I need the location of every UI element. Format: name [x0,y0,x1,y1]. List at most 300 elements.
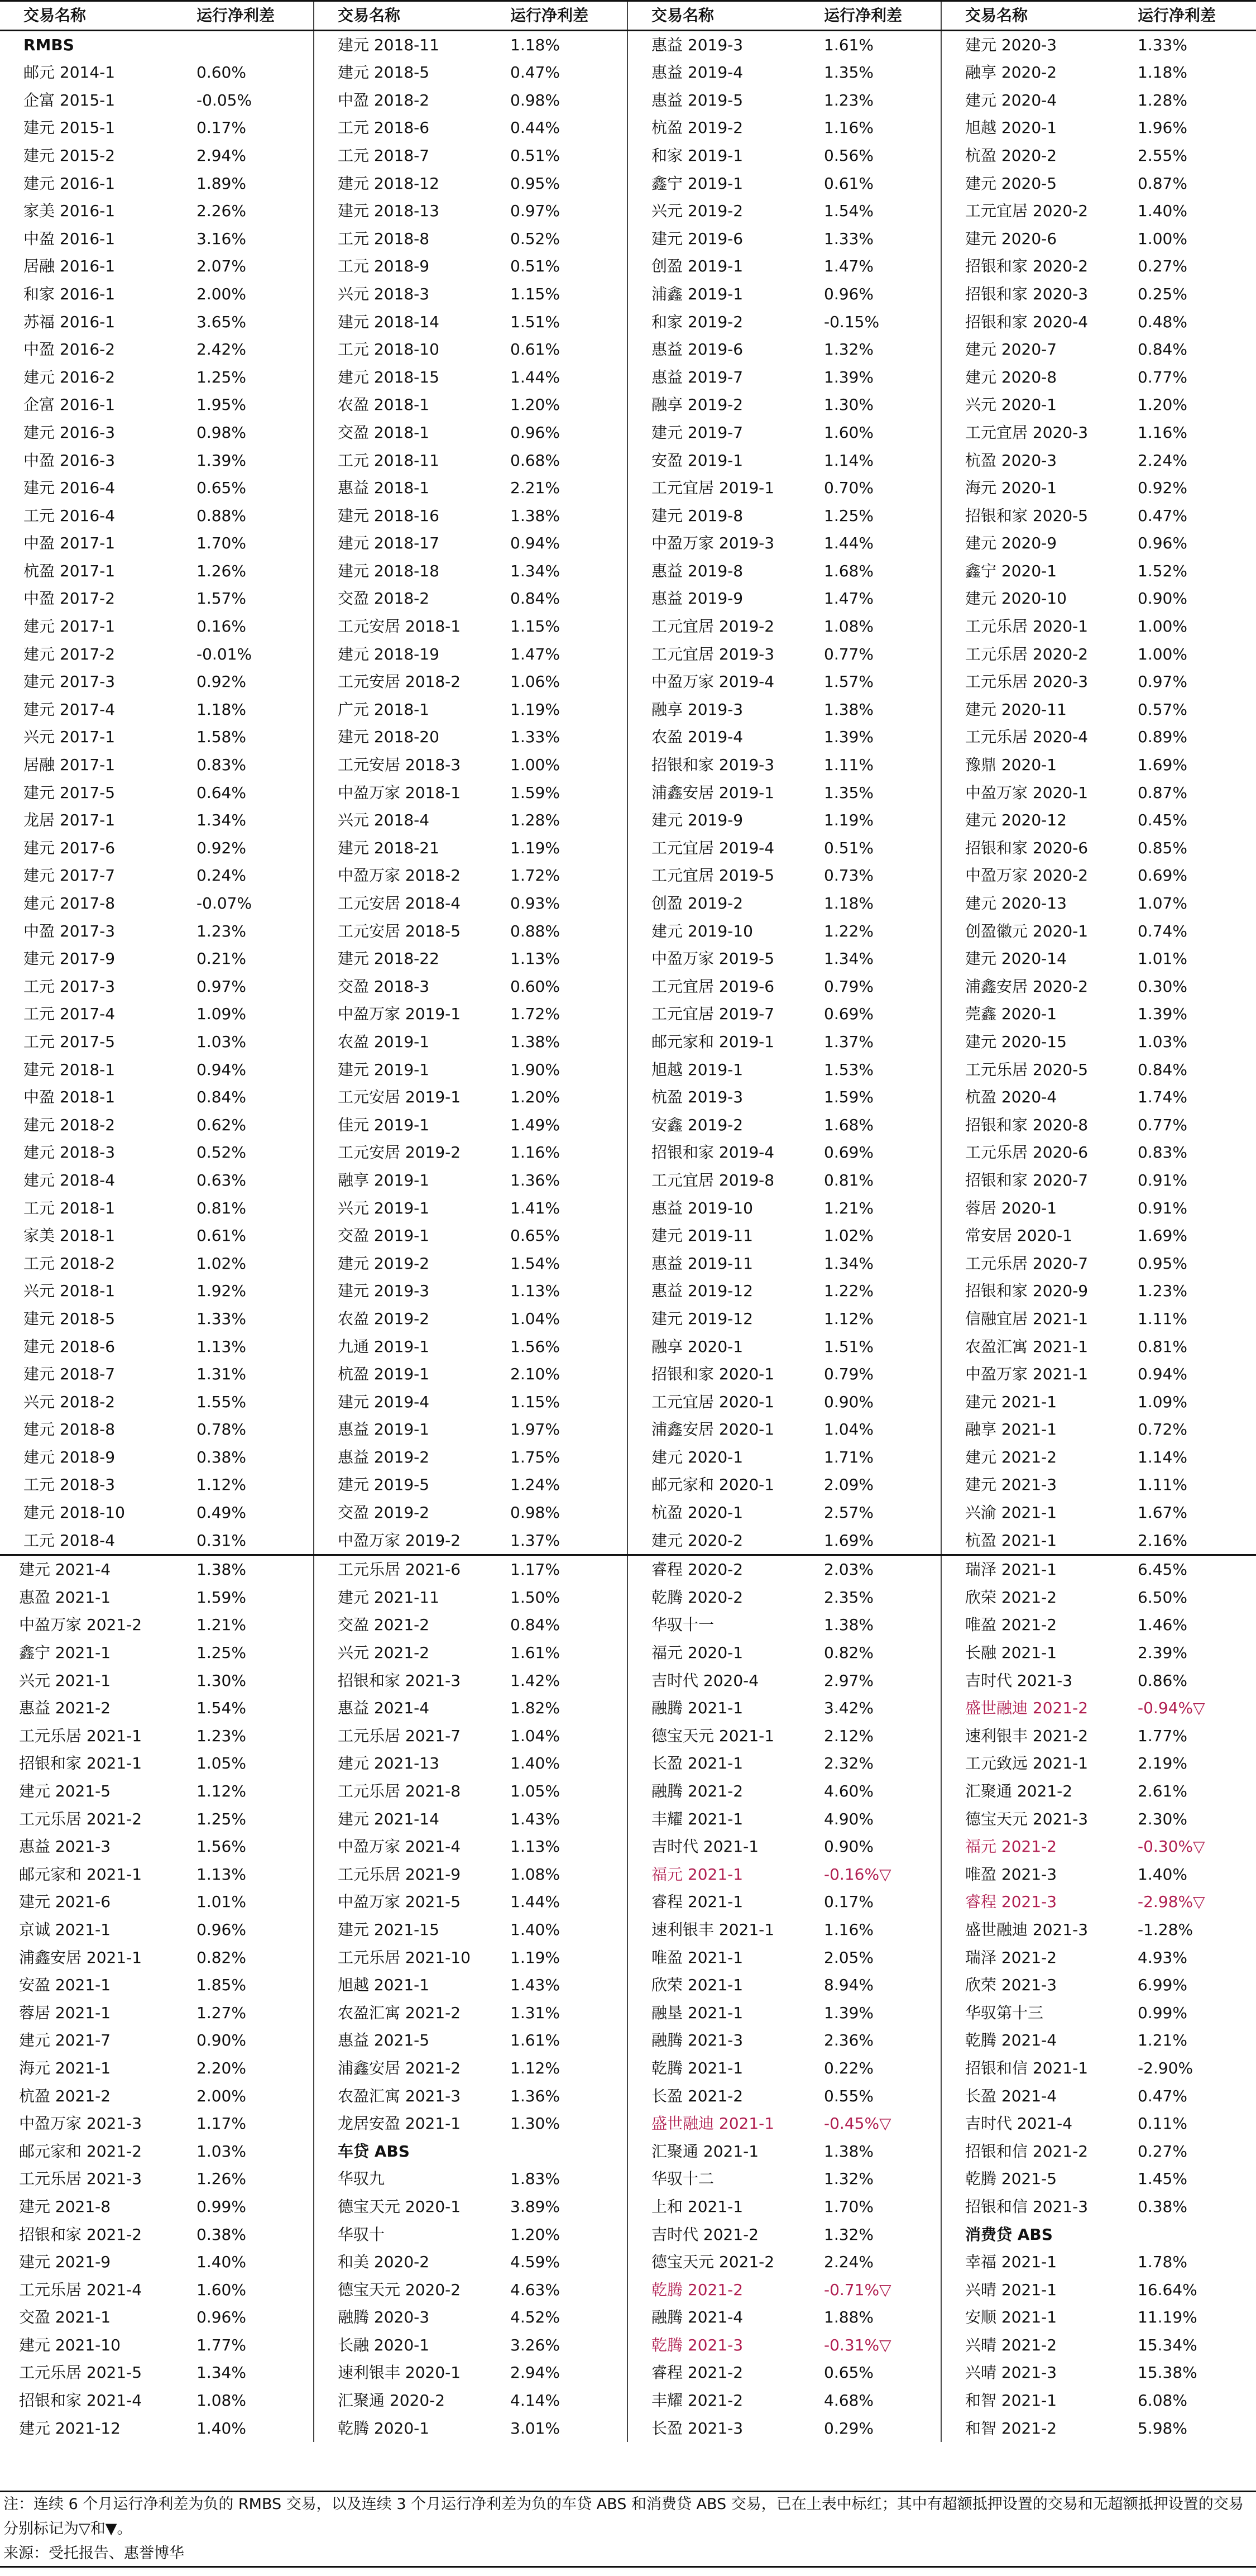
net-spread-value: 1.32% [812,2165,941,2193]
table-row [0,87,1256,114]
net-spread-value: 0.61% [812,170,941,198]
table-row [0,723,1256,751]
deal-name: 中盈万家 2021-1 [965,1365,1089,1384]
deal-name: 浦鑫 2019-1 [651,284,744,303]
net-spread-value: 1.78% [1138,2253,1187,2272]
deal-name: 交盈 2018-1 [338,423,430,442]
deal-name: 龙居 2017-1 [23,811,116,830]
net-spread-value: 2.07% [184,252,314,280]
deal-name: 中盈万家 2021-3 [19,2114,142,2133]
deal-name: 吉时代 2021-4 [965,2114,1073,2133]
deal-name: 建元 2019-2 [338,1254,430,1273]
table-row [0,668,1256,696]
net-spread-value: 1.97% [498,1416,627,1444]
net-spread-value: 1.72% [498,862,627,890]
net-spread-value: 0.25% [1138,284,1187,303]
deal-name: 长盈 2021-3 [651,2419,744,2438]
deal-name: 安顺 2021-1 [965,2308,1057,2327]
net-spread-value: 0.79% [812,973,941,1001]
net-spread-value: 1.34% [812,1250,941,1278]
deal-name: 创盈 2019-2 [651,894,744,912]
net-spread-value: 1.33% [184,1305,314,1333]
table-row [0,2165,1256,2193]
deal-name: 建元 2015-1 [23,118,116,137]
net-spread-value: 1.37% [498,1527,627,1555]
net-spread-value: 0.74% [1138,921,1187,940]
deal-name: 建元 2020-13 [965,894,1067,912]
net-spread-value: 2.21% [498,474,627,502]
table-row [0,447,1256,475]
net-spread-value: 0.81% [1138,1337,1187,1356]
net-spread-value: 1.09% [184,1000,314,1028]
deal-name: 德宝天元 2020-1 [338,2197,461,2216]
deal-name: 工元乐居 2020-2 [965,644,1089,663]
deal-name: 浦鑫安居 2020-1 [651,1420,775,1439]
net-spread-value: 0.17% [812,1888,941,1916]
table-row [0,1277,1256,1305]
net-spread-value: 11.19% [1138,2308,1197,2327]
table-row [0,2193,1256,2221]
net-spread-value: 1.40% [184,2415,314,2443]
deal-name: 华驭十二 [651,2169,715,2188]
table-row [0,1833,1256,1861]
net-spread-value: 0.52% [498,225,627,253]
table-row [0,225,1256,253]
table-row [0,1499,1256,1527]
deal-name: 邮元家和 2021-2 [19,2142,142,2161]
deal-name: 杭盈 2020-1 [651,1503,744,1522]
deal-name: 建元 2018-17 [338,534,439,553]
table-row [0,502,1256,530]
deal-name: 兴晴 2021-3 [965,2363,1057,2382]
table-row [0,834,1256,862]
net-spread-value: 1.70% [184,529,314,557]
deal-name: 福元 2020-1 [651,1643,744,1662]
net-spread-value: 1.77% [184,2331,314,2359]
deal-name: 鑫宁 2020-1 [965,561,1057,580]
net-spread-value: 0.87% [1138,783,1187,802]
net-spread-value: 1.40% [498,1916,627,1944]
table-row [0,917,1256,945]
net-spread-value: 2.24% [1138,451,1187,470]
net-spread-value: 1.67% [1138,1503,1187,1522]
deal-name: 工元 2018-10 [338,340,439,359]
table-row [0,1471,1256,1499]
deal-name: 蓉居 2020-1 [965,1198,1057,1217]
net-spread-value: 1.00% [1138,644,1187,663]
deal-name: 招银和家 2019-3 [651,756,775,775]
net-spread-value: 0.69% [1138,866,1187,885]
deal-name: 工元宜居 2019-6 [651,977,775,996]
net-spread-value: 1.40% [498,1750,627,1777]
table-row [0,2221,1256,2249]
net-spread-value: 4.63% [498,2276,627,2304]
net-spread-value: 3.16% [184,225,314,253]
net-spread-value: 1.56% [184,1833,314,1861]
deal-name: 乾腾 2021-4 [965,2031,1057,2050]
deal-name: 建元 2020-10 [965,589,1067,608]
net-spread-value: 1.68% [812,557,941,585]
deal-name: 融腾 2020-3 [338,2308,430,2327]
net-spread-value: 1.49% [498,1111,627,1139]
deal-name: 中盈 2016-2 [23,340,116,359]
table-row [0,1444,1256,1471]
net-spread-value: 1.59% [498,779,627,807]
deal-name: 海元 2020-1 [965,479,1057,498]
net-spread-value: -0.05% [184,87,314,114]
deal-name: 邮元 2014-1 [23,63,116,82]
deal-name: 苏福 2016-1 [23,312,116,331]
net-spread-value: 0.65% [498,1222,627,1250]
deal-name: 建元 2020-4 [965,90,1057,109]
deal-name: 建元 2019-3 [338,1282,430,1301]
table-row [0,1639,1256,1667]
deal-name: 建元 2018-11 [338,35,439,54]
net-spread-value: 1.59% [812,1083,941,1111]
header-net-spread: 运行净利差 [812,1,941,31]
deal-name: 和美 2020-2 [338,2253,430,2272]
deal-name: 建元 2016-2 [23,367,116,386]
deal-name: 广元 2018-1 [338,700,430,719]
deal-name: 长盈 2021-4 [965,2086,1057,2105]
table-row [0,1916,1256,1944]
net-spread-value: 1.34% [812,945,941,973]
table-row [0,1083,1256,1111]
deal-name: 融腾 2021-1 [651,1699,744,1718]
deal-name: 中盈 2018-1 [23,1088,116,1107]
net-spread-value: 0.94% [184,1056,314,1084]
deal-name: 工元 2018-3 [23,1475,116,1494]
deal-name: 招银和家 2021-3 [338,1671,461,1690]
net-spread-value: 1.46% [1138,1616,1187,1635]
net-spread-value: 1.00% [1138,229,1187,248]
net-spread-value: 1.13% [184,1333,314,1361]
table-row [0,1805,1256,1833]
net-spread-value: 1.40% [1138,202,1187,221]
net-spread-value: 1.00% [1138,617,1187,636]
net-spread-value: 1.07% [1138,894,1187,912]
net-spread-value: 2.94% [498,2359,627,2387]
deal-name: 工元宜居 2020-1 [651,1392,775,1411]
net-spread-value: 1.33% [1138,35,1187,54]
deal-name: 建元 2021-14 [338,1809,439,1828]
deal-name: 农盈 2019-2 [338,1309,430,1328]
net-spread-value: 1.60% [184,2276,314,2304]
net-spread-value: 0.94% [1138,1365,1187,1384]
deal-name: 建元 2018-3 [23,1143,116,1162]
table-row [0,2248,1256,2276]
deal-name: 工元安居 2018-5 [338,921,461,940]
net-spread-value: 0.22% [812,2054,941,2082]
deal-name: 幸福 2021-1 [965,2253,1057,2272]
empty-cell [1125,2221,1256,2249]
deal-name: 建元 2020-15 [965,1032,1067,1051]
deal-name: 工元 2018-7 [338,146,430,165]
table-row [0,2387,1256,2415]
net-spread-value: 2.26% [184,197,314,225]
net-spread-value: 0.84% [498,1611,627,1639]
net-spread-value: 0.91% [1138,1170,1187,1189]
net-spread-value: 1.16% [812,114,941,142]
deal-name: 工元 2018-1 [23,1198,116,1217]
deal-name: 工元乐居 2021-9 [338,1865,461,1884]
deal-name: 建元 2018-2 [23,1115,116,1134]
deal-name: 建元 2021-1 [965,1392,1057,1411]
net-spread-value: 0.77% [812,641,941,668]
deal-name: 中盈 2016-3 [23,451,116,470]
deal-name: 建元 2018-8 [23,1420,116,1439]
deal-name: 工元安居 2018-4 [338,894,461,912]
table-row [0,973,1256,1001]
table-row [0,1222,1256,1250]
table-row [0,59,1256,87]
deal-name: 工元宜居 2019-2 [651,617,775,636]
deal-name: 交盈 2018-3 [338,977,430,996]
deal-name: 佳元 2019-1 [338,1115,430,1134]
net-spread-value: 0.97% [184,973,314,1001]
net-spread-value: 1.04% [498,1305,627,1333]
table-row [0,364,1256,391]
net-spread-value: 1.25% [184,1805,314,1833]
deal-name: 建元 2019-1 [338,1060,430,1079]
net-spread-value: 1.03% [184,2138,314,2166]
deal-name: 盛世融迪 2021-1 [651,2114,775,2133]
net-spread-value: 0.90% [812,1833,941,1861]
net-spread-value: 1.75% [498,1444,627,1471]
net-spread-value: 1.11% [812,751,941,779]
deal-name: 杭盈 2020-4 [965,1088,1057,1107]
deal-name: 乾腾 2020-2 [651,1588,744,1607]
net-spread-value: 1.18% [812,890,941,917]
deal-name: 盛世融迪 2021-2 [965,1699,1089,1718]
deal-name: 欣荣 2021-2 [965,1588,1057,1607]
net-spread-value: 1.69% [812,1527,941,1555]
net-spread-value: 0.69% [812,1000,941,1028]
net-spread-value: 1.12% [498,2054,627,2082]
net-spread-value: 1.68% [812,1111,941,1139]
deal-name: 建元 2020-7 [965,340,1057,359]
deal-name: 农盈 2019-1 [338,1032,430,1051]
net-spread-value: 1.31% [184,1360,314,1388]
deal-name: 企富 2016-1 [23,395,116,414]
net-spread-value: 1.25% [184,1639,314,1667]
net-spread-value: 1.26% [184,2165,314,2193]
net-spread-value: 0.92% [184,834,314,862]
deal-name: 和家 2016-1 [23,284,116,303]
deal-name: 融享 2019-1 [338,1170,430,1189]
table-row [0,2415,1256,2443]
net-spread-value: 1.35% [812,779,941,807]
table-row [0,391,1256,419]
deal-name: 建元 2020-5 [965,174,1057,193]
deal-name: 杭盈 2021-1 [941,1527,1125,1555]
net-spread-value: 1.57% [184,585,314,613]
deal-name: 建元 2021-11 [338,1588,439,1607]
net-spread-value: 1.70% [812,2193,941,2221]
net-spread-value: 1.24% [498,1471,627,1499]
deal-name: 和智 2021-1 [965,2391,1057,2410]
net-spread-value: 1.47% [812,252,941,280]
net-spread-value: 2.35% [812,1584,941,1612]
deal-name: 工元安居 2018-3 [338,756,461,775]
net-spread-value: 0.44% [498,114,627,142]
deal-name: 工元乐居 2021-4 [19,2280,142,2299]
deal-name: 工元安居 2018-1 [338,617,461,636]
net-spread-value: 0.72% [1138,1420,1187,1439]
deal-name: 农盈 2018-1 [338,395,430,414]
deal-name: 工元 2017-3 [23,977,116,996]
deal-name: 工元乐居 2020-6 [965,1143,1089,1162]
table-row [0,1888,1256,1916]
net-spread-value: 1.44% [812,529,941,557]
net-spread-value: 1.21% [184,1611,314,1639]
net-spread-value: 1.23% [812,87,941,114]
deal-name: 浦鑫安居 2021-2 [338,2058,461,2077]
net-spread-value: 0.30% [1138,977,1187,996]
header-net-spread: 运行净利差 [184,1,314,31]
deal-name: 惠益 2018-1 [338,479,430,498]
table-row [0,252,1256,280]
net-spread-value: 0.64% [184,779,314,807]
net-spread-value: 1.17% [184,2110,314,2138]
deal-name: 长融 2021-1 [965,1643,1057,1662]
deal-name: 居融 2016-1 [23,257,116,276]
deal-name: 家美 2016-1 [23,202,116,221]
net-spread-value: 0.81% [184,1194,314,1222]
deal-name: 德宝天元 2021-3 [965,1809,1089,1828]
source-text: 来源：受托报告、惠誉博华 [3,2545,184,2562]
net-spread-value: 1.44% [498,1888,627,1916]
net-spread-value: 1.41% [498,1194,627,1222]
deal-name: 建元 2019-8 [651,506,744,525]
deal-name: 丰耀 2021-1 [651,1809,744,1828]
net-spread-value: 1.34% [184,806,314,834]
net-spread-value: 4.14% [498,2387,627,2415]
net-spread-value: 0.98% [498,87,627,114]
net-spread-value: 0.94% [498,529,627,557]
deal-name: 建元 2021-4 [19,1560,111,1579]
net-spread-value: 1.38% [498,1028,627,1056]
deal-name: 工元 2016-4 [23,506,116,525]
net-spread-value: 0.83% [184,751,314,779]
deal-name: 乾腾 2020-1 [338,2419,430,2438]
table-row [0,862,1256,890]
deal-name: 龙居安盈 2021-1 [338,2114,461,2133]
net-spread-value: 3.01% [498,2415,627,2443]
deal-name: 建元 2019-9 [651,811,744,830]
table-row [0,2110,1256,2138]
deal-name: 交盈 2018-2 [338,589,430,608]
net-spread-value: 1.33% [498,723,627,751]
deal-name: 建元 2017-7 [23,866,116,885]
deal-name: 交盈 2021-1 [19,2308,111,2327]
deal-name: 汇聚通 2020-2 [338,2391,445,2410]
deal-name: 建元 2018-1 [23,1060,116,1079]
deal-name: 常安居 2020-1 [965,1226,1073,1245]
net-spread-value: 1.22% [812,917,941,945]
net-spread-value: 1.34% [184,2359,314,2387]
net-spread-value: 1.25% [812,502,941,530]
net-spread-value: 1.95% [184,391,314,419]
deal-name: 吉时代 2021-1 [651,1837,759,1856]
deal-name: 招银和家 2019-4 [651,1143,775,1162]
net-spread-value: 1.06% [498,668,627,696]
deal-name: 工元乐居 2021-2 [19,1809,142,1828]
deal-name: 福元 2021-1 [651,1865,744,1884]
net-spread-value: 1.30% [498,2110,627,2138]
deal-name: 长融 2020-1 [338,2335,430,2354]
table-header-row [0,1,1256,31]
deal-name: 中盈 2017-2 [23,589,116,608]
net-spread-value: 1.43% [498,1805,627,1833]
net-spread-value: 1.34% [498,557,627,585]
net-spread-value: 1.15% [498,613,627,641]
net-spread-value: 1.83% [498,2165,627,2193]
deal-name: 工元安居 2019-1 [338,1088,461,1107]
deal-name: 招银和家 2020-1 [651,1365,775,1384]
net-spread-value: 1.20% [498,391,627,419]
deal-name: 建元 2018-15 [338,367,439,386]
deal-name: 唯盈 2021-3 [965,1865,1057,1884]
net-spread-value: 1.23% [1138,1282,1187,1301]
net-spread-value: 0.81% [812,1167,941,1194]
deal-name: 中盈万家 2020-1 [965,783,1089,802]
deal-name: 建元 2021-8 [19,2197,111,2216]
table-row [0,751,1256,779]
net-spread-value: 0.82% [184,1944,314,1972]
section-label: 车贷 ABS [338,2142,410,2161]
deal-name: 招银和家 2020-3 [965,284,1089,303]
net-spread-value: 1.12% [812,1305,941,1333]
net-spread-value: 0.92% [184,668,314,696]
net-spread-value: 1.32% [812,336,941,364]
net-spread-value: 0.90% [812,1388,941,1416]
net-spread-value: 0.38% [1138,2197,1187,2216]
net-spread-value: 1.92% [184,1277,314,1305]
net-spread-value: 1.47% [498,641,627,668]
net-spread-value: 1.47% [812,585,941,613]
net-spread-value: 0.97% [498,197,627,225]
net-spread-value: 0.65% [184,474,314,502]
deal-name: 惠益 2019-5 [651,90,744,109]
net-spread-value: 0.57% [1138,700,1187,719]
deal-name: 工元宜居 2019-4 [651,838,775,857]
deal-name: 建元 2020-12 [965,811,1067,830]
deal-name: 邮元家和 2019-1 [651,1032,775,1051]
deal-name: 惠盈 2021-1 [19,1588,111,1607]
net-spread-value: 2.05% [812,1944,941,1972]
net-spread-value: 1.51% [812,1333,941,1361]
net-spread-value: 0.47% [498,59,627,87]
net-spread-value: 0.84% [184,1083,314,1111]
deal-name: 中盈万家 2021-4 [338,1837,461,1856]
deal-name: 企富 2015-1 [23,90,116,109]
net-spread-value: 1.40% [1138,1865,1187,1884]
net-spread-value: 0.79% [812,1360,941,1388]
table-row [0,2027,1256,2054]
deal-name: 旭越 2020-1 [965,118,1057,137]
net-spread-value: 1.69% [1138,1226,1187,1245]
net-spread-value: 1.14% [1138,1447,1187,1466]
deal-name: 旭越 2019-1 [651,1060,744,1079]
table-row [0,1999,1256,2027]
deal-name: 兴元 2021-1 [19,1671,111,1690]
header-net-spread: 运行净利差 [1125,1,1256,31]
net-spread-value: 0.70% [812,474,941,502]
net-spread-value: 4.60% [812,1777,941,1805]
deal-name: 兴元 2020-1 [965,395,1057,414]
table-row [0,1777,1256,1805]
